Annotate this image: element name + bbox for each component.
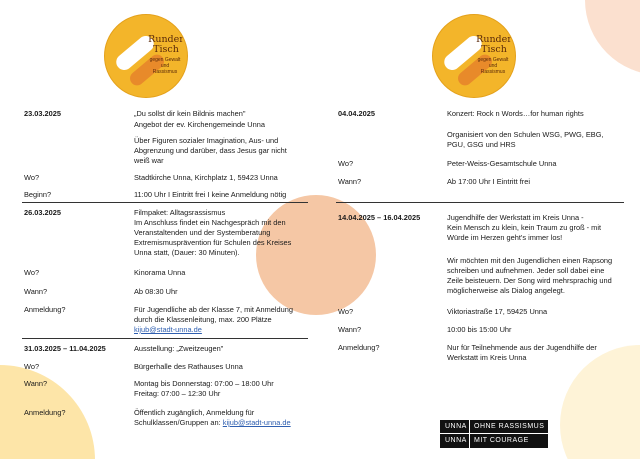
event3-when2: Freitag: 07:00 – 12:30 Uhr <box>134 389 221 398</box>
logo-title: Runder Tisch <box>476 34 512 55</box>
event1-when: 11:00 Uhr I Eintritt frei I keine Anmeldung nötig <box>134 190 287 199</box>
event5-reg-label: Anmeldung? <box>338 343 380 352</box>
event4-org1: Organisiert von den Schulen WSG, PWG, EBG, <box>447 130 604 139</box>
event3-title: Ausstellung: „Zweitzeugen" <box>134 344 224 353</box>
event2-desc4: Unna statt, (Dauer: 30 Minuten). <box>134 248 240 257</box>
event1-date: 23.03.2025 <box>24 109 61 118</box>
event5-title3: Würde im Herzen geht's immer los! <box>447 233 563 242</box>
runder-tisch-logo <box>104 14 188 98</box>
event1-desc1: Über Figuren sozialer Imagination, Aus- und <box>134 136 279 145</box>
runder-tisch-logo-right <box>432 14 516 98</box>
event1-desc2: Abgrenzung und darüber, dass Jesus gar nicht <box>134 146 287 155</box>
event2-reg2: durch die Klassenleitung, max. 200 Plätze <box>134 315 272 324</box>
event3-email-link[interactable]: kijub@stadt-unna.de <box>222 418 291 427</box>
divider <box>336 202 624 203</box>
event3-when-label: Wann? <box>24 379 48 388</box>
event5-desc1: Wir möchten mit den Jugendlichen einen Rapsong <box>447 256 613 265</box>
event5-desc2: schreiben und aufnehmen. Jeder soll dabei eine <box>447 266 605 275</box>
event5-where: Viktoriastraße 17, 59425 Unna <box>447 307 548 316</box>
event5-desc4: möglicherweise als Dialog angelegt. <box>447 286 565 295</box>
event1-desc3: weiß war <box>134 156 164 165</box>
event2-reg1: Für Jugendliche ab der Klasse 7, mit Anmeldung <box>134 305 293 314</box>
event5-desc3: Zeile beisteuern. Der Song wird mehrsprachig und <box>447 276 612 285</box>
event5-date: 14.04.2025 – 16.04.2025 <box>338 213 421 222</box>
event4-where-label: Wo? <box>338 159 354 168</box>
event1-title: „Du sollst dir kein Bildnis machen" <box>134 109 246 118</box>
event3-reg2: Schulklassen/Gruppen an: kijub@stadt-unna.de <box>134 418 291 427</box>
event5-where-label: Wo? <box>338 307 354 316</box>
event2-desc3: Extremismusprävention für Schulen des Kreises <box>134 238 292 247</box>
event5-when-label: Wann? <box>338 325 362 334</box>
event2-where-label: Wo? <box>24 268 40 277</box>
logo-title: Runder Tisch <box>148 34 184 55</box>
logo-subtitle: gegen Gewalt und Rassismus <box>149 57 181 75</box>
event2-when: Ab 08:30 Uhr <box>134 287 178 296</box>
event2-desc2: Veranstaltenden und der Systemberatung <box>134 228 271 237</box>
event2-email-link[interactable]: kijub@stadt-unna.de <box>134 325 202 334</box>
event4-title: Konzert: Rock n Words…for human rights <box>447 109 584 118</box>
divider <box>22 202 308 203</box>
divider <box>22 338 308 339</box>
event4-when: Ab 17:00 Uhr I Eintritt frei <box>447 177 530 186</box>
event2-date: 26.03.2025 <box>24 208 61 217</box>
event1-line2: Angebot der ev. Kirchengemeinde Unna <box>134 120 265 129</box>
decor-circle-bottom-right <box>560 345 640 459</box>
event2-reg-label: Anmeldung? <box>24 305 66 314</box>
event2-desc1: Im Anschluss findet ein Nachgespräch mit den <box>134 218 286 227</box>
event3-reg1: Öffentlich zugänglich, Anmeldung für <box>134 408 255 417</box>
event2-where: Kinorama Unna <box>134 268 186 277</box>
event3-where-label: Wo? <box>24 362 40 371</box>
event5-when: 10:00 bis 15:00 Uhr <box>447 325 512 334</box>
logo-subtitle: gegen Gewalt und Rassismus <box>477 57 509 75</box>
event3-date: 31.03.2025 – 11.04.2025 <box>24 344 106 353</box>
event5-title2: Kein Mensch zu klein, kein Traum zu groß - mit <box>447 223 602 232</box>
event4-date: 04.04.2025 <box>338 109 375 118</box>
event2-title: Filmpaket: Alltagsrassismus <box>134 208 226 217</box>
event5-reg1: Nur für Teilnehmende aus der Jugendhilfe der <box>447 343 597 352</box>
unna-logo-row-1: UNNA OHNE RASSISMUS <box>445 423 545 430</box>
event1-where: Stadtkirche Unna, Kirchplatz 1, 59423 Unna <box>134 173 278 182</box>
event1-when-label: Beginn? <box>24 190 52 199</box>
event2-when-label: Wann? <box>24 287 48 296</box>
event3-when1: Montag bis Donnerstag: 07:00 – 18:00 Uhr <box>134 379 274 388</box>
event5-reg2: Werkstatt im Kreis Unna <box>447 353 527 362</box>
event3-where: Bürgerhalle des Rathauses Unna <box>134 362 243 371</box>
event4-when-label: Wann? <box>338 177 362 186</box>
decor-circle-top-right <box>585 0 640 75</box>
event4-org2: PGU, GSG und HRS <box>447 140 516 149</box>
unna-logo-row-2: UNNA MIT COURAGE <box>445 437 529 444</box>
unna-ohne-rassismus-logo <box>440 420 548 448</box>
event1-where-label: Wo? <box>24 173 40 182</box>
event3-reg-label: Anmeldung? <box>24 408 66 417</box>
event5-title1: Jugendhilfe der Werkstatt im Kreis Unna - <box>447 213 584 222</box>
event4-where: Peter-Weiss-Gesamtschule Unna <box>447 159 557 168</box>
